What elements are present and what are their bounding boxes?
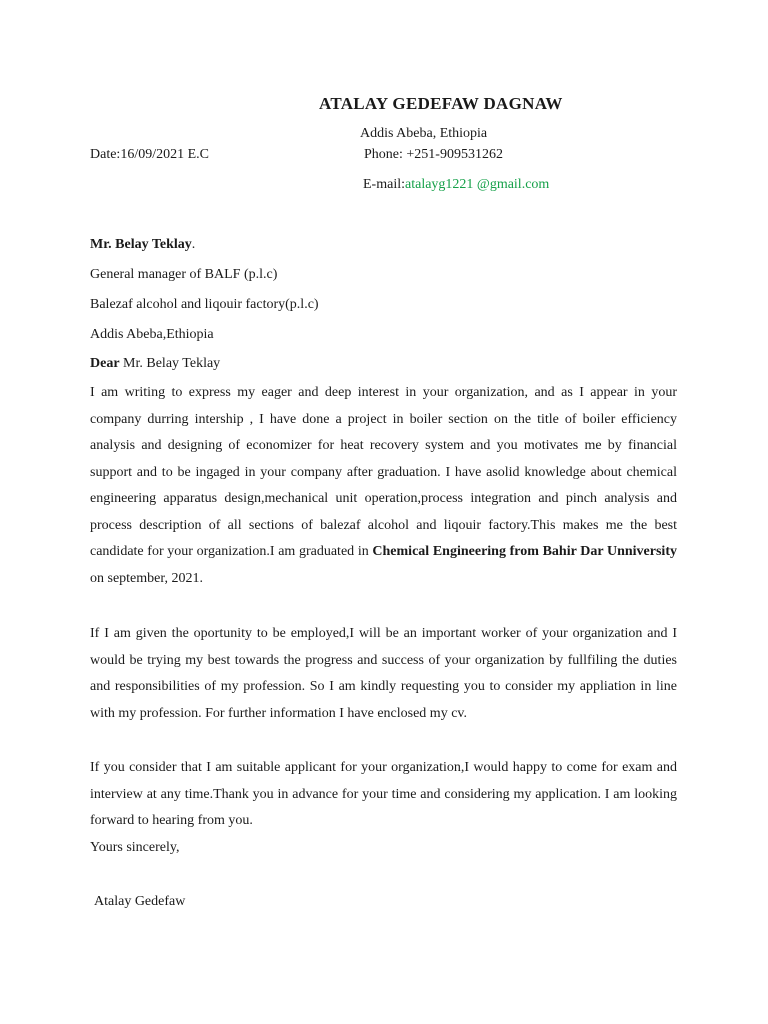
paragraph-1-tail: on september, 2021. [90, 570, 203, 586]
applicant-email [363, 177, 549, 193]
paragraph-1-text: I am writing to express my eager and deep interest in your organization, and as I appear in your company durring intership , I have done a project in boiler section on the title of boiler efficiency analysis and designing of economizer for heat recovery system and you motivates me by financial support and to be ingaged in your company after graduation. I have asolid knowledge about chemical engineering apparatus design,mechanical unit operation,process integration and pinch analysis and process description of all sections of balezaf alcohol and liqouir factory.This makes me the best candidate for your organization.I am graduated in [90, 385, 677, 559]
recipient-name-bold: Mr. Belay Teklay [90, 237, 192, 252]
applicant-address: Addis Abeba, Ethiopia [360, 126, 488, 141]
body-paragraph-1 [90, 380, 677, 592]
applicant-phone: Phone: +251-909531262 [364, 147, 503, 162]
body-paragraph-3: If you consider that I am suitable applicant for your organization,I would happy to come for exam and interview at any time.Thank you in advance for your time and considering my application. I am looking forward to hearing from you. [90, 760, 677, 828]
paragraph-1-degree: Chemical Engineering from Bahir Dar Unniversity [372, 544, 677, 559]
closing-sincerely: Yours sincerely, [90, 840, 180, 855]
applicant-name: ATALAY GEDEFAW DAGNAW [319, 94, 563, 113]
signature-name: Atalay Gedefaw [94, 894, 186, 909]
salutation-rest: Mr. Belay Teklay [119, 356, 221, 371]
letter-date: Date:16/09/2021 E.C [90, 147, 209, 162]
recipient-title: General manager of BALF (p.l.c) [90, 267, 278, 282]
recipient-company: Balezaf alcohol and liqouir factory(p.l.c) [90, 297, 319, 312]
salutation [90, 356, 220, 372]
recipient-name-suffix: . [191, 237, 196, 252]
email-link[interactable]: atalayg1221 @gmail.com [405, 177, 550, 192]
recipient-city: Addis Abeba,Ethiopia [90, 327, 214, 342]
recipient-name [90, 237, 195, 253]
email-label: E-mail: [363, 177, 405, 192]
body-paragraph-2: If I am given the oportunity to be employed,I will be an important worker of your organization and I would be trying my best towards the progress and success of your organization by fullfiling the duties and responsibilities of my profession. So I am kindly requesting you to consider my appliation in line with my profession. For further information I have enclosed my cv. [90, 626, 677, 721]
salutation-bold: Dear [90, 356, 120, 371]
